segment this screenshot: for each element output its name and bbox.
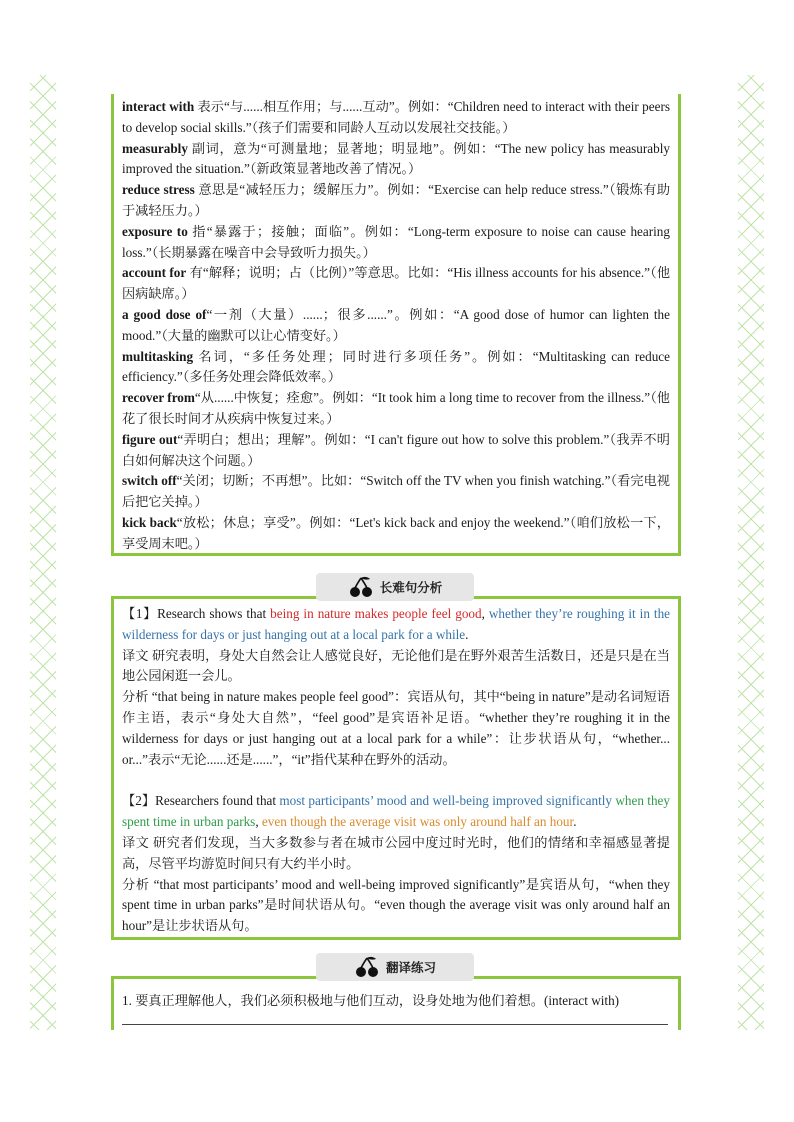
practice-question-1: 1. 要真正理解他人，我们必须积极地与他们互动，设身处地为他们着想。(interact with) (122, 993, 620, 1008)
left-decorative-border (30, 75, 56, 1030)
vocab-entry (122, 263, 670, 305)
concessive-clause-highlight: even though the average visit was only around half an hour (261, 814, 574, 830)
sentence-2 (122, 791, 670, 833)
section-title: 翻译练习 (385, 961, 436, 975)
translation-practice-box (111, 976, 681, 1030)
vocab-definition: 指“暴露于；接触；面临”。例如：“Long-term exposure to noise can cause hearing loss.”（长期暴露在噪音中会导致听力损失。） (122, 223, 670, 260)
vocab-entry (122, 430, 670, 472)
section-header-translation-practice (316, 953, 474, 981)
vocab-definition: “从......中恢复；痊愈”。例如：“It took him a long time to recover from the illness.”（他花了很长时间才从疾病中恢复过来。） (122, 390, 670, 426)
vocab-definition: “关闭；切断；不再想”。比如：“Switch off the TV when you finish watching.”（看完电视后把它关掉。） (122, 473, 670, 510)
vocab-term: a good dose of (122, 306, 207, 322)
sentence-text: 【1】Research shows that (122, 606, 271, 621)
vocab-entry (122, 139, 670, 181)
vocab-definition: “弄明白；想出；理解”。例如：“I can't figure out how to solve this problem.”（我弄不明白如何解决这个问题。） (122, 431, 670, 468)
sentence-1-translation: 译文 研究表明，身处大自然会让人感觉良好，无论他们是在野外艰苦生活数日，还是只是在当地公园闲逛一会儿。 (122, 647, 670, 684)
vocab-term: recover from (122, 390, 195, 406)
vocab-entry (122, 180, 670, 222)
answer-line[interactable] (122, 1024, 668, 1025)
time-clause-highlight: when they spent time in urban parks (122, 793, 670, 830)
vocab-entry (122, 222, 670, 264)
right-decorative-border (738, 75, 764, 1030)
vocab-term: kick back (122, 514, 177, 530)
sentence-text: , (481, 606, 489, 621)
vocab-term: measurably (122, 140, 188, 156)
vocab-term: exposure to (122, 223, 188, 239)
sentence-1 (122, 604, 670, 646)
vocab-entry (122, 513, 670, 555)
vocab-term: reduce stress (122, 182, 195, 198)
vocab-term: interact with (122, 99, 195, 114)
section-header-sentence-analysis (316, 573, 474, 601)
vocab-definition: 意思是“减轻压力；缓解压力”。例如：“Exercise can help reduce stress.”（锻炼有助于减轻压力。） (122, 182, 671, 218)
vocab-term: figure out (122, 431, 178, 447)
object-clause-highlight: most participants’ mood and well-being improved significantly (279, 793, 613, 809)
cherry-icon (348, 576, 374, 598)
sentence-text: , (255, 814, 262, 830)
vocab-definition: 有“解释；说明；占（比例）”等意思。比如：“His illness accounts for his absence.”（他因病缺席。） (122, 265, 671, 302)
vocab-entry (122, 97, 670, 139)
vocab-term: account for (122, 265, 187, 281)
vocab-definition: “放松；休息；享受”。例如：“Let's kick back and enjoy the weekend.”（咱们放松一下，享受周末吧。） (122, 514, 670, 551)
concessive-clause-highlight: whether they’re roughing it in the wilderness for days or just hanging out at a local park for a while (122, 606, 671, 642)
sentence-2-translation: 译文 研究者们发现，当大多数参与者在城市公园中度过时光时，他们的情绪和幸福感显著提高，尽管平均游览时间只有大约半小时。 (122, 834, 670, 871)
section-title: 长难句分析 (379, 581, 443, 595)
vocab-definition: “一剂（大量）......；很多......”。例如：“A good dose of humor can lighten the mood.”（大量的幽默可以让心情变好。） (122, 306, 671, 343)
vocabulary-box (111, 94, 681, 556)
sentence-text: . (465, 626, 469, 642)
cherry-icon (354, 956, 380, 978)
vocab-definition: 副词，意为“可测量地；显著地；明显地”。例如：“The new policy has measurably improved the situation.”（新政策显著地改善了情况。） (122, 140, 670, 177)
spacer (122, 770, 670, 791)
vocab-entry (122, 388, 670, 430)
vocab-definition: 名词，“多任务处理；同时进行多项任务”。例如：“Multitasking can reduce efficiency.”（多任务处理会降低效率。） (122, 348, 670, 385)
subject-clause-highlight: being in nature makes people feel good (270, 606, 482, 621)
sentence-analysis-box (111, 596, 681, 940)
vocab-entry (122, 347, 670, 389)
vocab-term: multitasking (122, 348, 194, 364)
vocab-entry (122, 471, 670, 513)
vocab-entry (122, 305, 670, 347)
sentence-text: . (573, 814, 577, 830)
sentence-text: 【2】Researchers found that (122, 793, 280, 809)
sentence-2-analysis: 分析 “that most participants’ mood and well-being improved significantly”是宾语从句，“when they spent time in urban parks”是时间状语从句。“even though the average visit was only around half an hour”是让步状语从句。 (122, 876, 670, 934)
vocab-term: switch off (122, 473, 177, 489)
vocab-definition: 表示“与......相互作用；与......互动”。例如：“Children need to interact with their peers to develop social skills.”（孩子们需要和同龄人互动以发展社交技能。） (122, 99, 670, 135)
sentence-1-analysis: 分析 “that being in nature makes people feel good”：宾语从句，其中“being in nature”是动名词短语作主语，表示“身处大自然”，“feel good”是宾语补足语。“whether they’re roughing it in the wilderness for days or just hanging out at a local park for a while”：让步状语从句，“whether... or...”表示“无论......还是......”，“it”指代某种在野外的活动。 (122, 689, 670, 767)
